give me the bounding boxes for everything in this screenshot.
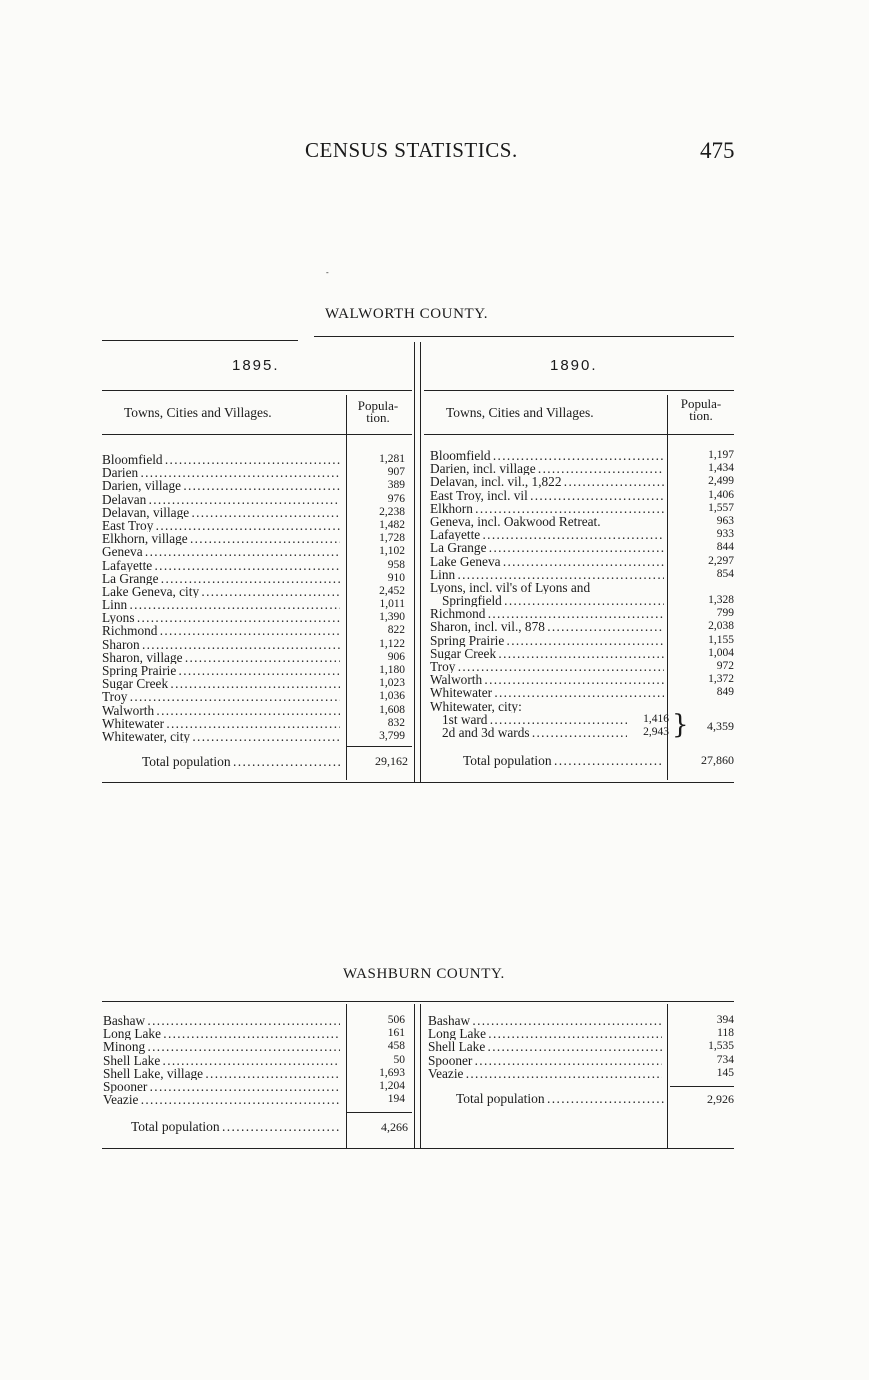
- table-row: [102, 651, 405, 664]
- population-value: 1,023: [379, 677, 405, 690]
- table-row: [102, 638, 405, 651]
- pop-head-line2: tion.: [366, 410, 390, 425]
- place-name: Delavan, incl. vil., 1,822 . . .: [430, 475, 664, 488]
- table-row: [430, 528, 734, 541]
- place-name: La Grange . . .: [102, 572, 340, 585]
- column-heading-population: [671, 398, 731, 422]
- total-population-label: [456, 1091, 664, 1107]
- table-row: [430, 673, 734, 686]
- table-row: [430, 489, 734, 502]
- population-value: 194: [387, 1093, 405, 1106]
- population-value: 1,557: [708, 501, 734, 514]
- table-row: [102, 611, 405, 624]
- place-name: Sharon, incl. vil., 878 . . .: [430, 620, 664, 633]
- place-name: Geneva . . .: [102, 545, 340, 558]
- place-name: Elkhorn, village . . .: [102, 532, 340, 545]
- population-value: 963: [716, 514, 734, 527]
- place-name: Bashaw . . .: [428, 1014, 662, 1027]
- table-row: [103, 1093, 405, 1106]
- washburn-county-title: WASHBURN COUNTY.: [343, 966, 505, 982]
- place-name: East Troy . . .: [102, 519, 340, 532]
- population-value: 1,281: [379, 453, 405, 465]
- place-name: Shell Lake . . .: [428, 1040, 662, 1053]
- year-rule: [424, 390, 734, 391]
- population-value: 2,452: [379, 584, 405, 597]
- population-value: 822: [387, 624, 405, 637]
- place-name: Linn . . .: [102, 598, 340, 611]
- population-value: 1,204: [379, 1079, 405, 1092]
- table-top-rule: [102, 1001, 734, 1002]
- place-name: Veazie . . .: [103, 1093, 340, 1106]
- total-population-label: [463, 753, 664, 769]
- population-value: 832: [387, 716, 405, 729]
- place-name: Richmond . . .: [102, 624, 340, 637]
- right-brace: }: [672, 710, 689, 740]
- ward-name: 2d and 3d wards . . .: [430, 726, 627, 739]
- table-row: [430, 462, 734, 475]
- place-name: Darien . . .: [102, 466, 340, 479]
- total-label: Total population . . .: [142, 754, 342, 770]
- population-value: 1,011: [379, 598, 405, 611]
- table-row: [102, 585, 405, 598]
- population-value: 1,434: [708, 462, 734, 475]
- population-value: 1,180: [379, 664, 405, 676]
- population-value: 161: [387, 1027, 405, 1040]
- column-heading-towns: Towns, Cities and Villages.: [446, 405, 594, 420]
- total-population-label: [142, 754, 342, 770]
- place-name: Lake Geneva, city . . .: [102, 585, 340, 598]
- ward-name: 1st ward . . .: [430, 713, 627, 726]
- whitewater-city-total: 4,359: [707, 719, 734, 733]
- table-bottom-rule: [102, 782, 734, 783]
- total-label: Total population . . .: [456, 1091, 664, 1107]
- population-value: 2,297: [708, 554, 734, 567]
- place-name: Minong . . .: [103, 1040, 340, 1053]
- population-value: 1,197: [708, 449, 734, 461]
- population-value: 910: [387, 571, 405, 584]
- table-top-rule: [314, 336, 734, 337]
- place-name: Spring Prairie . . .: [430, 634, 664, 647]
- heading-rule: [102, 434, 412, 435]
- page-number: 475: [700, 138, 735, 163]
- table-row: [102, 572, 405, 585]
- place-name: Sharon . . .: [102, 638, 340, 651]
- population-value: 1,482: [379, 518, 405, 531]
- population-value: 1,406: [708, 488, 734, 501]
- total-population-value: 2,926: [707, 1092, 734, 1106]
- place-name: Spring Prairie . . .: [102, 664, 340, 677]
- table-bottom-rule: [102, 1148, 734, 1149]
- place-name: Shell Lake . . .: [103, 1054, 340, 1067]
- population-value: 2,238: [379, 505, 405, 518]
- table-row: [430, 475, 734, 488]
- population-value: 1,693: [379, 1066, 405, 1079]
- table-row: [430, 620, 734, 633]
- table-row: [102, 624, 405, 637]
- table-row: [430, 607, 734, 620]
- place-name: Springfield . . .: [430, 594, 664, 607]
- population-value: 118: [717, 1027, 734, 1040]
- population-value: 394: [716, 1014, 734, 1026]
- table-row: [428, 1067, 734, 1080]
- population-value: 907: [387, 466, 405, 479]
- column-heading-population: [348, 400, 408, 424]
- table-row: [102, 519, 405, 532]
- population-value: 734: [716, 1053, 734, 1066]
- table-row: [430, 515, 734, 528]
- place-name: Whitewater, city . . .: [102, 730, 340, 743]
- place-name: Sugar Creek . . .: [102, 677, 340, 690]
- place-name: Linn . . .: [430, 568, 664, 581]
- place-name: Shell Lake, village . . .: [103, 1067, 340, 1080]
- running-title: CENSUS STATISTICS.: [305, 138, 518, 162]
- population-value: 1,102: [379, 545, 405, 558]
- table-row: [103, 1054, 405, 1067]
- table-row: [102, 730, 405, 743]
- population-value: 389: [387, 479, 405, 492]
- population-value: 2,038: [708, 620, 734, 633]
- place-name: Bloomfield . . .: [102, 453, 340, 466]
- year-heading-1895: 1895.: [232, 357, 280, 374]
- population-value: 849: [716, 686, 734, 699]
- place-name: Long Lake . . .: [428, 1027, 662, 1040]
- population-value: 1,608: [379, 703, 405, 716]
- population-value: 976: [387, 492, 405, 505]
- place-name: Walworth . . .: [102, 704, 340, 717]
- place-name: Sharon, village . . .: [102, 651, 340, 664]
- population-value: 958: [387, 558, 405, 571]
- year-rule: [102, 390, 412, 391]
- pop-head-line1: Popula-: [680, 396, 722, 411]
- washburn-1895-rows: [103, 1014, 405, 1106]
- total-population-value: 29,162: [375, 754, 408, 768]
- table-row: [430, 686, 734, 699]
- table-row: [430, 660, 734, 673]
- place-name: Bashaw . . .: [103, 1014, 340, 1027]
- place-name: Sugar Creek . . .: [430, 647, 664, 660]
- table-row: [430, 449, 734, 462]
- place-name: Bloomfield . . .: [430, 449, 664, 462]
- ward-value: 2,943: [643, 725, 669, 738]
- total-rule: [670, 1086, 734, 1087]
- population-value: 1,155: [708, 633, 734, 646]
- washburn-1890-rows: [428, 1014, 734, 1080]
- table-row: [428, 1040, 734, 1053]
- table-row: [102, 506, 405, 519]
- total-population-value: 27,860: [701, 753, 734, 767]
- table-row: [430, 541, 734, 554]
- walworth-county-title: WALWORTH COUNTY.: [325, 306, 489, 322]
- table-row: [103, 1014, 405, 1027]
- population-value: 906: [387, 650, 405, 663]
- table-row: [102, 717, 405, 730]
- table-row: [103, 1027, 405, 1040]
- table-row: [102, 598, 405, 611]
- walworth-1895-rows: [102, 453, 405, 743]
- population-value: 854: [716, 567, 734, 580]
- population-value: 3,799: [379, 729, 405, 742]
- total-population-value: 4,266: [381, 1120, 408, 1134]
- population-value: 2,499: [708, 475, 734, 488]
- population-value: 1,004: [708, 646, 734, 659]
- table-row: [102, 545, 405, 558]
- population-value: 1,728: [379, 532, 405, 545]
- population-value: 1,036: [379, 690, 405, 703]
- table-row: [102, 532, 405, 545]
- table-row: [102, 664, 405, 677]
- place-name: Elkhorn . . .: [430, 502, 664, 515]
- table-row: [428, 1054, 734, 1067]
- total-label: Total population . . .: [131, 1119, 341, 1135]
- center-divider: [420, 1004, 421, 1148]
- place-name: Whitewater, city:: [430, 699, 522, 713]
- table-top-rule: [102, 340, 298, 341]
- place-name: Darien, incl. village . . .: [430, 462, 664, 475]
- place-name: East Troy, incl. vil . . .: [430, 489, 664, 502]
- pop-head-line2: tion.: [689, 408, 713, 423]
- place-name: Delavan . . .: [102, 493, 340, 506]
- place-name: Darien, village . . .: [102, 479, 340, 492]
- place-name: Richmond . . .: [430, 607, 664, 620]
- population-value: 506: [387, 1014, 405, 1026]
- column-heading-towns: Towns, Cities and Villages.: [124, 405, 272, 420]
- table-row: [102, 466, 405, 479]
- table-row: [102, 479, 405, 492]
- table-row: [102, 704, 405, 717]
- table-row: [430, 647, 734, 660]
- place-name: Walworth . . .: [430, 673, 664, 686]
- place-name: Lafayette . . .: [102, 559, 340, 572]
- population-value: 1,328: [708, 594, 734, 607]
- table-row: [102, 690, 405, 703]
- table-row: [430, 634, 734, 647]
- table-row: [430, 581, 734, 594]
- place-name: Lafayette . . .: [430, 528, 664, 541]
- year-heading-1890: 1890.: [550, 357, 598, 374]
- place-name: Delavan, village . . .: [102, 506, 340, 519]
- population-value: 1,535: [708, 1040, 734, 1053]
- place-name: Spooner . . .: [428, 1054, 662, 1067]
- table-row: [430, 502, 734, 515]
- table-row: [103, 1067, 405, 1080]
- table-row: [103, 1080, 405, 1093]
- population-value: 1,372: [708, 673, 734, 686]
- population-value: 145: [716, 1066, 734, 1079]
- place-name: Long Lake . . .: [103, 1027, 340, 1040]
- total-rule: [346, 746, 412, 747]
- table-row: [103, 1040, 405, 1053]
- place-name: Troy . . .: [430, 660, 664, 673]
- total-population-label: [131, 1119, 341, 1135]
- center-divider: [420, 342, 421, 782]
- place-name: Whitewater . . .: [102, 717, 340, 730]
- place-name: Troy . . .: [102, 690, 340, 703]
- pop-head-line1: Popula-: [357, 398, 399, 413]
- population-value: 844: [716, 541, 734, 554]
- population-value: [664, 581, 734, 594]
- population-value: 933: [716, 528, 734, 541]
- table-row: [428, 1014, 734, 1027]
- population-value: 1,122: [379, 637, 405, 650]
- table-row: [102, 453, 405, 466]
- ward-value: 1,416: [643, 712, 669, 725]
- population-value: 799: [716, 607, 734, 620]
- population-value: 458: [387, 1040, 405, 1053]
- place-name: Whitewater . . .: [430, 686, 664, 699]
- population-value: 50: [393, 1053, 405, 1066]
- total-label: Total population . . .: [463, 753, 664, 769]
- center-divider: [414, 1004, 415, 1148]
- population-value: 1,390: [379, 611, 405, 624]
- table-row: [102, 559, 405, 572]
- place-name: La Grange . . .: [430, 541, 664, 554]
- place-name: Lake Geneva . . .: [430, 555, 664, 568]
- heading-rule: [424, 434, 734, 435]
- place-name: Lyons . . .: [102, 611, 340, 624]
- table-row: [430, 555, 734, 568]
- place-name: Geneva, incl. Oakwood Retreat.: [430, 514, 601, 529]
- table-row: [102, 493, 405, 506]
- place-name: Lyons, incl. vil's of Lyons and: [430, 580, 591, 595]
- table-row: [102, 677, 405, 690]
- place-name: Veazie . . .: [428, 1067, 662, 1080]
- walworth-1890-rows: [430, 449, 734, 739]
- table-row: [430, 594, 734, 607]
- stray-mark: -: [326, 268, 329, 277]
- total-rule: [346, 1112, 412, 1113]
- table-row: [430, 568, 734, 581]
- population-value: 972: [716, 660, 734, 672]
- place-name: Spooner . . .: [103, 1080, 340, 1093]
- center-divider: [414, 342, 415, 782]
- table-row: [428, 1027, 734, 1040]
